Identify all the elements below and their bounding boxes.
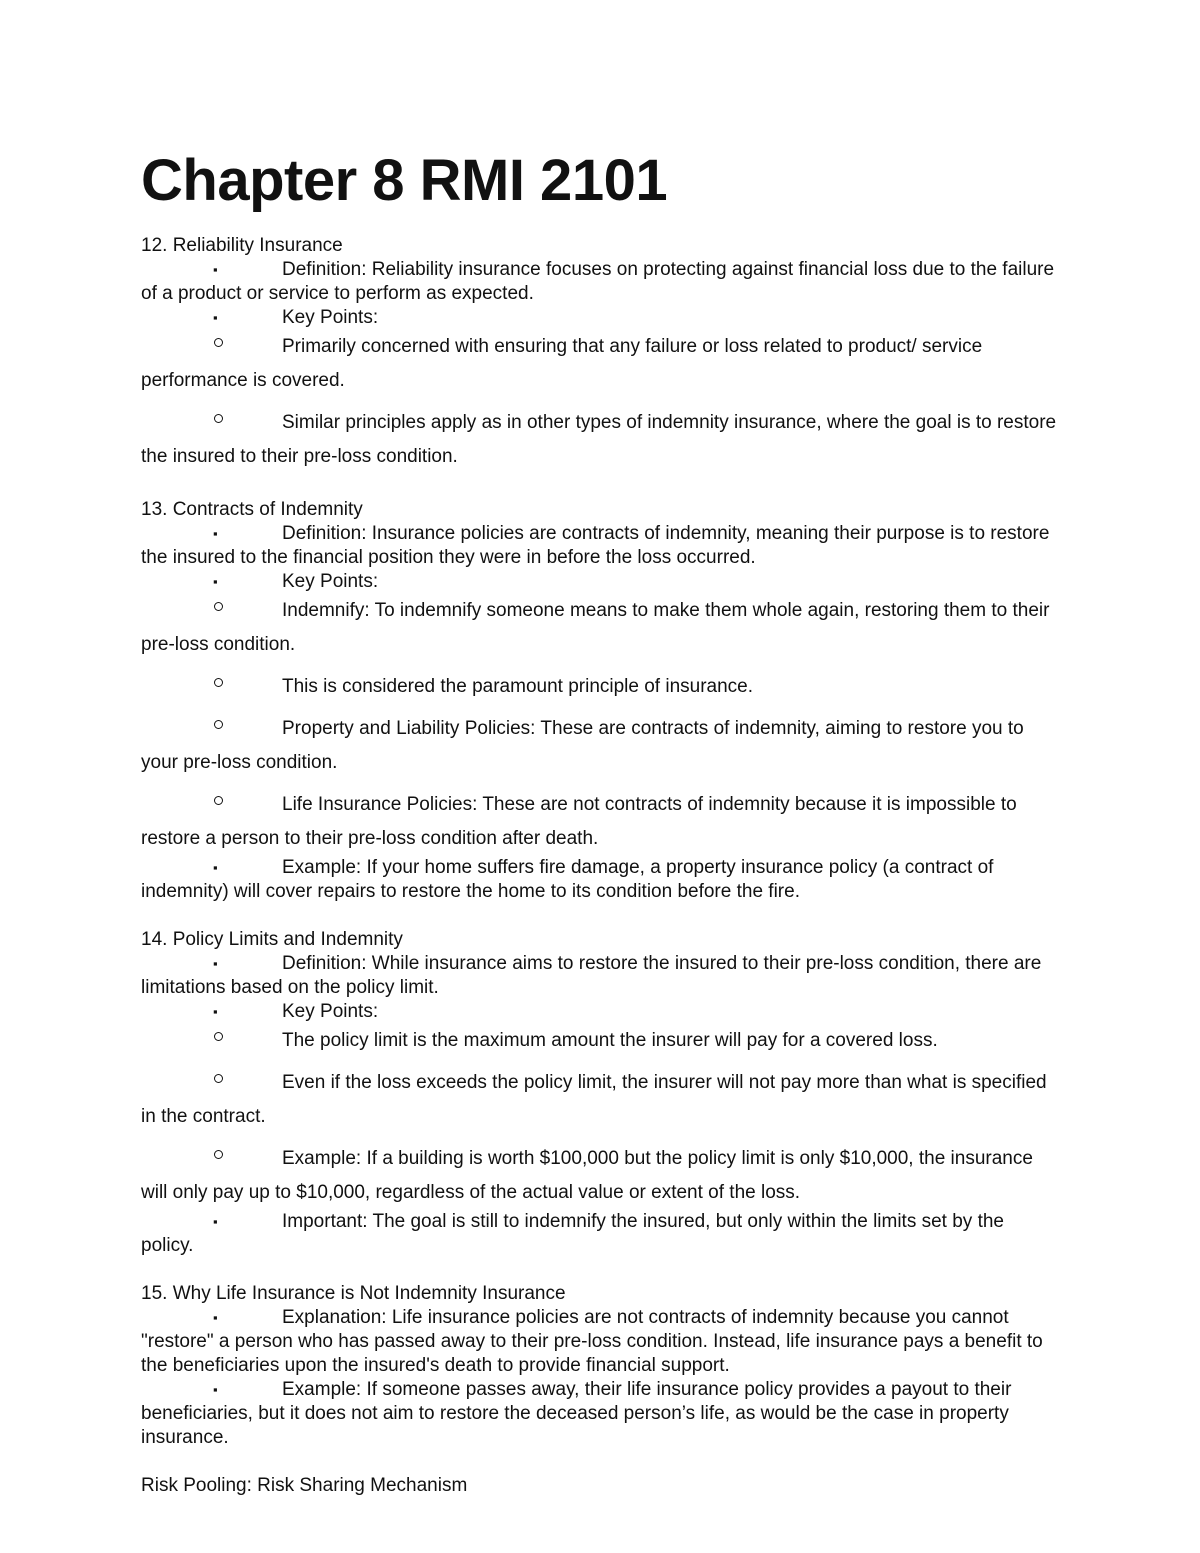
- item-text: Definition: Reliability insurance focuses on protecting against financial loss due to the failure of a product or service to perform as expected.: [141, 259, 1055, 304]
- hollow-circle-bullet-icon: [214, 338, 223, 347]
- list-item: [141, 258, 1061, 306]
- item-text: Example: If someone passes away, their life insurance policy provides a payout to their beneficiaries, but it does not aim to restore the deceased person’s life, as would be the case in property insurance.: [141, 1379, 1012, 1448]
- list-item: [141, 1306, 1061, 1378]
- section-heading: 12. Reliability Insurance: [141, 235, 343, 256]
- list-item: [141, 570, 1061, 594]
- item-text: Key Points:: [282, 571, 379, 592]
- item-text: Indemnify: To indemnify someone means to make them whole again, restoring them to their pre-loss condition.: [141, 600, 1050, 655]
- item-text: Example: If a building is worth $100,000 but the policy limit is only $10,000, the insurance will only pay up to $10,000, regardless of the actual value or extent of the loss.: [141, 1148, 1033, 1203]
- sub-list-item: [141, 594, 1061, 662]
- square-bullet-icon: ▪: [213, 956, 218, 971]
- section-heading: 14. Policy Limits and Indemnity: [141, 929, 403, 950]
- square-bullet-icon: ▪: [213, 262, 218, 277]
- item-text: Important: The goal is still to indemnify the insured, but only within the limits set by the policy.: [141, 1211, 1004, 1256]
- list-item: [141, 856, 1061, 904]
- document-title: Chapter 8 RMI 2101: [141, 148, 668, 213]
- section-4: [141, 1282, 1061, 1450]
- hollow-circle-bullet-icon: [214, 1032, 223, 1041]
- list-item: [141, 522, 1061, 570]
- item-text: Key Points:: [282, 307, 379, 328]
- hollow-circle-bullet-icon: [214, 796, 223, 805]
- sub-list-item: [141, 330, 1061, 398]
- sub-list-item: [141, 1024, 1061, 1058]
- hollow-circle-bullet-icon: [214, 602, 223, 611]
- item-text: Even if the loss exceeds the policy limit, the insurer will not pay more than what is specified in the contract.: [141, 1072, 1047, 1127]
- square-bullet-icon: ▪: [213, 1004, 218, 1019]
- hollow-circle-bullet-icon: [214, 414, 223, 423]
- square-bullet-icon: ▪: [213, 860, 218, 875]
- hollow-circle-bullet-icon: [214, 678, 223, 687]
- square-bullet-icon: ▪: [213, 1214, 218, 1229]
- section-1: [141, 234, 1061, 474]
- item-text: Primarily concerned with ensuring that any failure or loss related to product/ service performance is covered.: [141, 336, 983, 391]
- sub-list-item: [141, 670, 1061, 704]
- section-3: [141, 928, 1061, 1258]
- item-text: Property and Liability Policies: These are contracts of indemnity, aiming to restore you to your pre-loss condition.: [141, 718, 1024, 773]
- document-body: [141, 234, 1061, 1498]
- square-bullet-icon: ▪: [213, 310, 218, 325]
- sub-list-item: [141, 406, 1061, 474]
- item-text: The policy limit is the maximum amount the insurer will pay for a covered loss.: [282, 1030, 938, 1051]
- item-text: Definition: Insurance policies are contracts of indemnity, meaning their purpose is to restore the insured to the financial position they were in before the loss occurred.: [141, 523, 1050, 568]
- section-heading: 15. Why Life Insurance is Not Indemnity Insurance: [141, 1283, 566, 1304]
- item-text: Explanation: Life insurance policies are not contracts of indemnity because you cannot "restore" a person who has passed away to their pre-loss condition. Instead, life insurance pays a benefit to the beneficiaries upon the insured's death to provide financial support.: [141, 1307, 1043, 1376]
- closing-heading: Risk Pooling: Risk Sharing Mechanism: [141, 1475, 468, 1496]
- hollow-circle-bullet-icon: [214, 720, 223, 729]
- list-item: [141, 306, 1061, 330]
- hollow-circle-bullet-icon: [214, 1074, 223, 1083]
- square-bullet-icon: ▪: [213, 1310, 218, 1325]
- sub-list-item: [141, 1142, 1061, 1210]
- item-text: This is considered the paramount principle of insurance.: [282, 676, 754, 697]
- item-text: Example: If your home suffers fire damage, a property insurance policy (a contract of indemnity) will cover repairs to restore the home to its condition before the fire.: [141, 857, 994, 902]
- square-bullet-icon: ▪: [213, 1382, 218, 1397]
- sub-list-item: [141, 712, 1061, 780]
- list-item: [141, 952, 1061, 1000]
- item-text: Key Points:: [282, 1001, 379, 1022]
- item-text: Life Insurance Policies: These are not contracts of indemnity because it is impossible to restore a person to their pre-loss condition after death.: [141, 794, 1017, 849]
- section-2: [141, 498, 1061, 904]
- square-bullet-icon: ▪: [213, 526, 218, 541]
- item-text: Definition: While insurance aims to restore the insured to their pre-loss condition, there are limitations based on the policy limit.: [141, 953, 1042, 998]
- hollow-circle-bullet-icon: [214, 1150, 223, 1159]
- list-item: [141, 1210, 1061, 1258]
- square-bullet-icon: ▪: [213, 574, 218, 589]
- section-heading: 13. Contracts of Indemnity: [141, 499, 363, 520]
- item-text: Similar principles apply as in other types of indemnity insurance, where the goal is to restore the insured to their pre-loss condition.: [141, 412, 1057, 467]
- list-item: [141, 1378, 1061, 1450]
- sub-list-item: [141, 1066, 1061, 1134]
- sub-list-item: [141, 788, 1061, 856]
- list-item: [141, 1000, 1061, 1024]
